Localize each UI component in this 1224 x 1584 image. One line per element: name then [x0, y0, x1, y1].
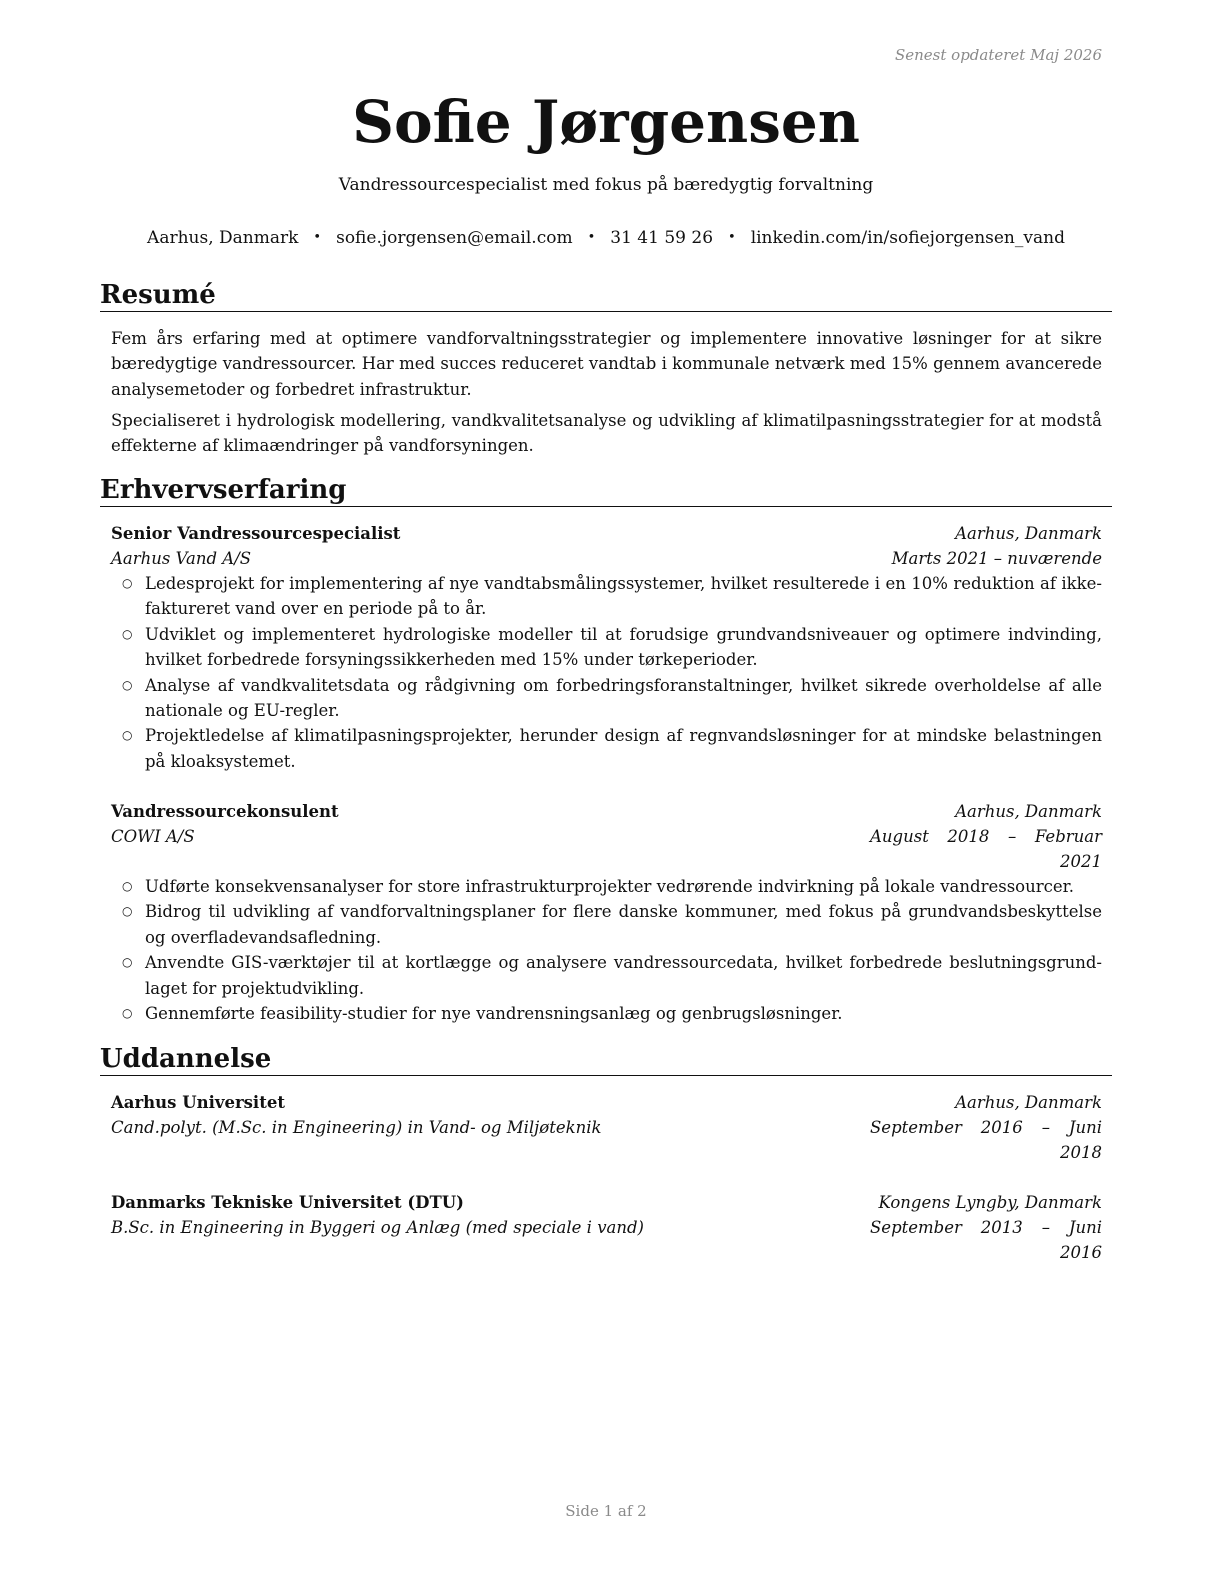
school-degree: Cand.polyt. (M.Sc. in Engineering) in Vand- og Miljøteknik	[111, 1118, 602, 1137]
section-title-resume: Resumé	[100, 280, 1112, 312]
contact-line	[100, 228, 1112, 248]
job-company: COWI A/S	[111, 827, 195, 846]
circle-bullet-icon: ○	[122, 904, 133, 919]
resume-paragraph: Fem års erfaring med at optimere vandforvaltningsstrategier og implementere innovative løsninger for at sikre bæredygtige vandressourcer. Har med succes reduceret vandtab i kommunale netværk med 15% gennem avancerede analysemetoder og forbedret infrastruktur.	[111, 329, 1102, 399]
school-location: Aarhus, Danmark	[955, 1093, 1102, 1112]
school-name: Aarhus Universitet	[111, 1093, 285, 1112]
circle-bullet-icon: ○	[122, 728, 133, 743]
contact-email[interactable]: sofie.jorgensen@email.com	[336, 228, 573, 248]
job-dates: August 2018 – Februar 2021	[870, 827, 1102, 871]
list-item: ○ Anvendte GIS-værktøjer til at kortlægge og analysere vandressourcedata, hvilket forbedrede beslutningsgrund-laget for projektudvikling.	[111, 950, 1102, 1001]
bullet-separator-icon: •	[313, 230, 322, 245]
school-degree: B.Sc. in Engineering in Byggeri og Anlæg (med speciale i vand)	[111, 1218, 644, 1237]
contact-phone: 31 41 59 26	[610, 228, 714, 248]
bullet-separator-icon: •	[587, 230, 596, 245]
section-title-education: Uddannelse	[100, 1044, 1112, 1076]
candidate-subtitle: Vandressourcespecialist med fokus på bæredygtig forvaltning	[338, 175, 874, 195]
resume-page	[100, 0, 1112, 1584]
list-item: ○ Udførte konsekvensanalyser for store infrastrukturprojekter vedrørende indvirkning på lokale vandressourcer.	[111, 874, 1102, 899]
job-role: Senior Vandressourcespecialist	[111, 524, 401, 543]
education-entry	[111, 1190, 1102, 1265]
list-item: ○ Udviklet og implementeret hydrologiske modeller til at forudsige grundvandsniveauer og optimere indvinding, hvilket forbedrede forsyningssikkerheden med 15% under tørkeperioder.	[111, 622, 1102, 673]
job-bullets	[111, 874, 1102, 1026]
contact-location: Aarhus, Danmark	[147, 228, 299, 248]
job-bullets	[111, 571, 1102, 774]
circle-bullet-icon: ○	[122, 955, 133, 970]
last-updated: Senest opdateret Maj 2026	[894, 46, 1102, 64]
job-location: Aarhus, Danmark	[955, 524, 1102, 543]
education-entry	[111, 1090, 1102, 1165]
job-dates: Marts 2021 – nuværende	[891, 549, 1102, 568]
circle-bullet-icon: ○	[122, 879, 133, 893]
job-entry	[111, 521, 1102, 774]
job-location: Aarhus, Danmark	[955, 802, 1102, 821]
circle-bullet-icon: ○	[122, 576, 133, 590]
school-name: Danmarks Tekniske Universitet (DTU)	[111, 1193, 464, 1212]
school-location: Kongens Lyngby, Danmark	[878, 1193, 1102, 1212]
school-dates: September 2013 – Juni 2016	[870, 1218, 1102, 1262]
contact-linkedin[interactable]: linkedin.com/in/sofiejorgensen_vand	[750, 228, 1065, 248]
section-title-experience: Erhvervserfaring	[100, 475, 1112, 507]
job-role: Vandressourcekonsulent	[111, 802, 339, 821]
job-company: Aarhus Vand A/S	[111, 549, 252, 568]
circle-bullet-icon: ○	[122, 626, 133, 641]
job-entry	[111, 799, 1102, 1026]
circle-bullet-icon: ○	[122, 1006, 133, 1021]
list-item: ○ Gennemførte feasibility-studier for nye vandrensningsanlæg og genbrugsløsninger.	[111, 1001, 1102, 1026]
school-dates: September 2016 – Juni 2018	[870, 1118, 1102, 1162]
circle-bullet-icon: ○	[122, 677, 133, 692]
list-item: ○ Ledesprojekt for implementering af nye vandtabsmålingssystemer, hvilket resulterede i en 10% reduktion af ikke-faktureret vand over en periode på to år.	[111, 571, 1102, 622]
list-item: ○ Bidrog til udvikling af vandforvaltningsplaner for flere danske kommuner, med fokus på grundvandsbeskyttelse og overfladevandsafledning.	[111, 899, 1102, 950]
list-item: ○ Analyse af vandkvalitetsdata og rådgivning om forbedringsforanstaltninger, hvilket sikrede overholdelse af alle nationale og EU-regler.	[111, 673, 1102, 724]
page-number: Side 1 af 2	[565, 1502, 647, 1520]
candidate-name: Sofie Jørgensen	[352, 88, 860, 156]
resume-paragraph: Specialiseret i hydrologisk modellering, vandkvalitetsanalyse og udvikling af klimatilpasningsstrategier for at modstå effekterne af klimaændringer på vandforsyningen.	[111, 411, 1102, 456]
list-item: ○ Projektledelse af klimatilpasningsprojekter, herunder design af regnvandsløsninger for at mindske belastningen på kloaksystemet.	[111, 723, 1102, 774]
bullet-separator-icon: •	[728, 230, 736, 245]
